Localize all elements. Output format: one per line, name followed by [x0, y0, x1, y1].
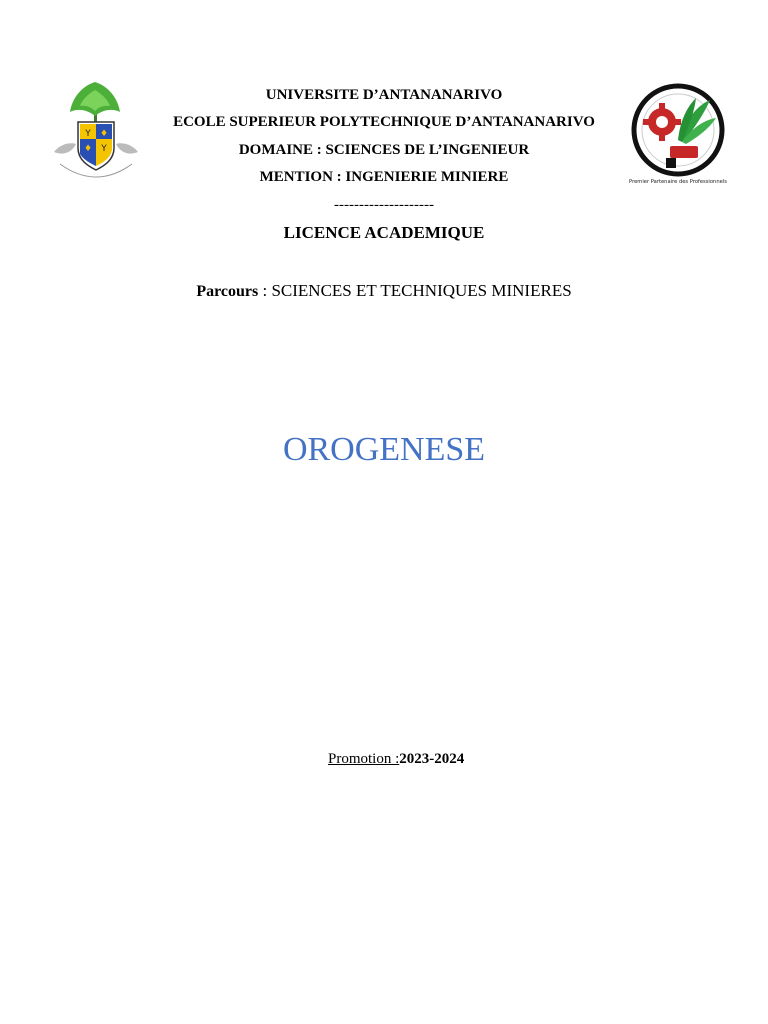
- parcours-line: [0, 281, 768, 302]
- document-title: OROGENESE: [282, 431, 486, 468]
- promotion-label: Promotion :: [328, 751, 400, 767]
- svg-text:♦: ♦: [99, 129, 109, 139]
- domain-line: DOMAINE : SCIENCES DE L’INGENIEUR: [238, 142, 530, 158]
- promotion-line: [328, 750, 464, 768]
- school-name: ECOLE SUPERIEUR POLYTECHNIQUE D’ANTANANARIVO: [173, 114, 595, 130]
- mention-line: MENTION : INGENIERIE MINIERE: [259, 169, 509, 185]
- university-name: UNIVERSITE D’ANTANANARIVO: [265, 87, 503, 103]
- svg-text:Y: Y: [85, 129, 91, 139]
- svg-text:♦: ♦: [83, 144, 93, 154]
- parcours-label: Parcours: [196, 283, 259, 300]
- espa-tagline: Premier Partenaire des Professionnels: [629, 179, 727, 185]
- parcours-value: SCIENCES ET TECHNIQUES MINIERES: [271, 281, 572, 300]
- svg-text:Y: Y: [101, 144, 107, 154]
- parcours-colon: :: [258, 281, 272, 300]
- promotion-value: 2023-2024: [399, 751, 465, 767]
- licence-heading: LICENCE ACADEMIQUE: [283, 223, 485, 242]
- separator-line: --------------------: [334, 197, 434, 213]
